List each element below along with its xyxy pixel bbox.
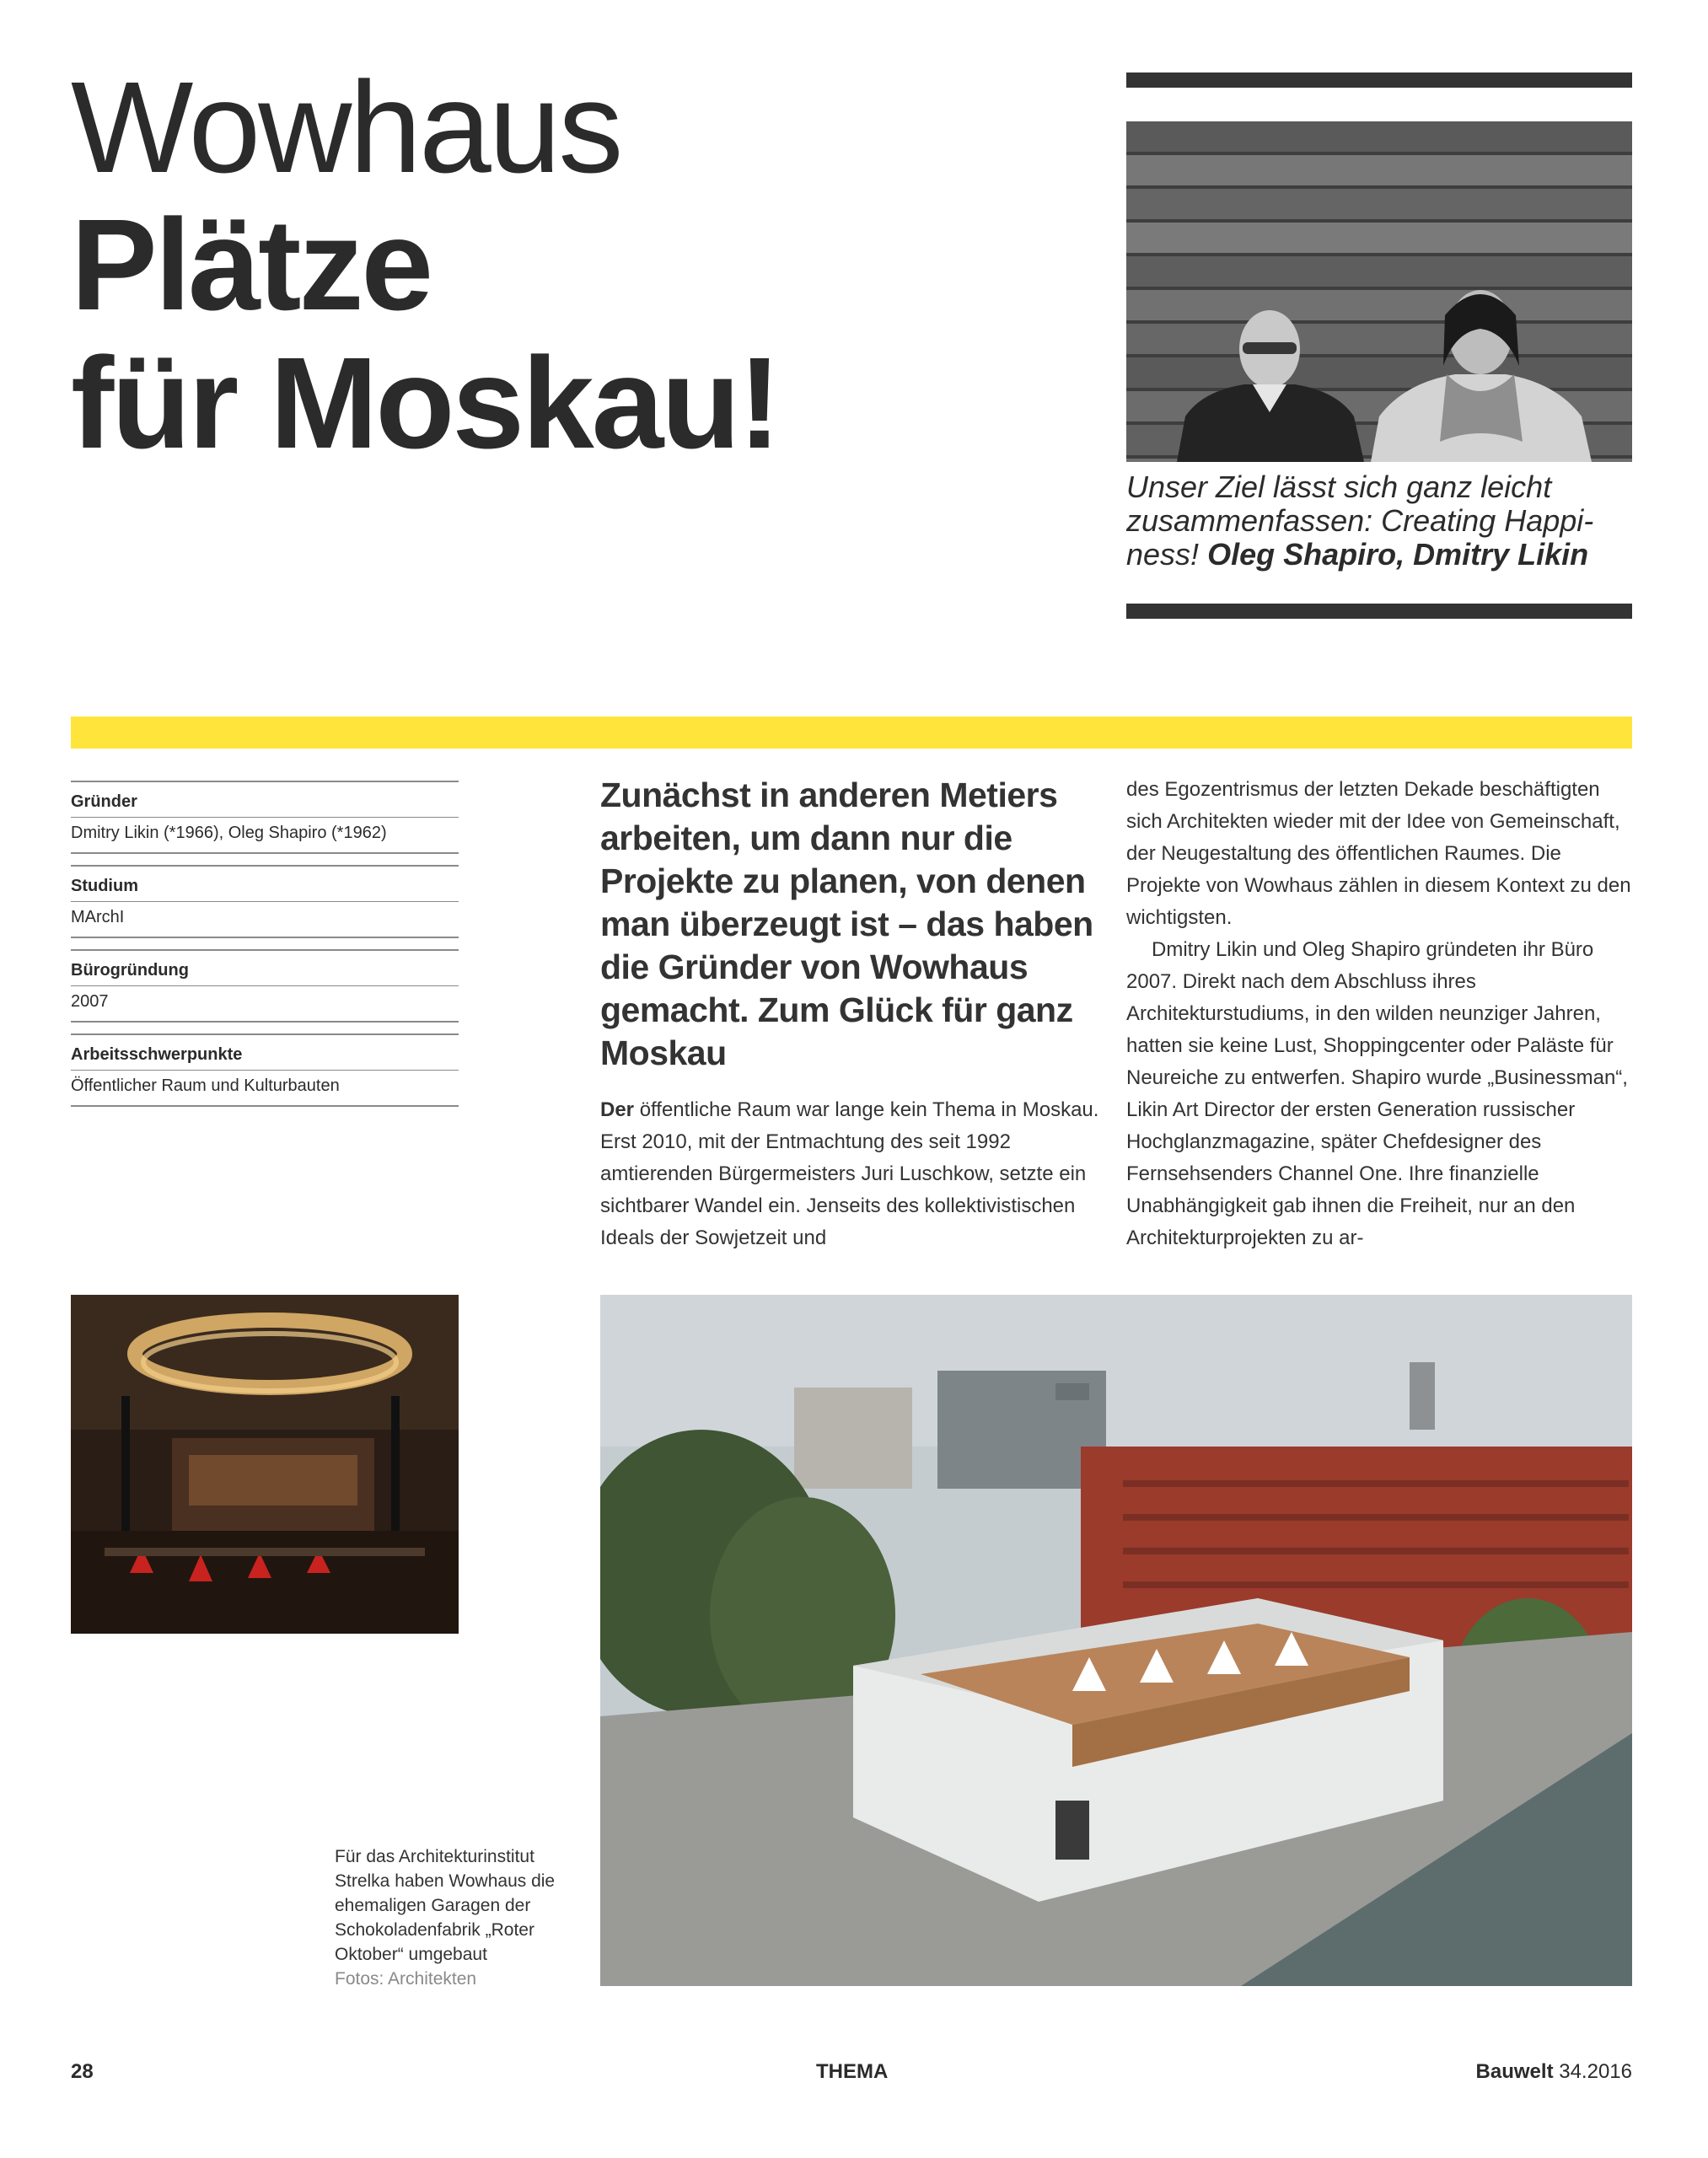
quote-authors: Oleg Shapiro, Dmitry Likin xyxy=(1207,537,1589,572)
fact-value: 2007 xyxy=(71,986,459,1023)
fact-founders xyxy=(71,781,459,854)
caption-text: Für das Architekturinstitut Strelka haben Wowhaus die ehemaligen Garagen der Schokoladenfabrik „Roter Oktober“ umgebaut xyxy=(335,1847,556,1964)
magazine-issue xyxy=(1476,2059,1632,2085)
fact-label: Gründer xyxy=(71,782,459,818)
photo-caption xyxy=(335,1844,579,1991)
exterior-illustration xyxy=(600,1295,1632,1986)
fact-value: Öffentlicher Raum und Kulturbauten xyxy=(71,1071,459,1107)
title-line-3: für Moskau! xyxy=(71,330,779,475)
lead-paragraph: Zunächst in anderen Metiers arbeiten, um dann nur die Projekte zu planen, von denen man überzeugt ist – das haben die Gründer von Wowhaus gemacht. Zum Glück für ganz Moskau xyxy=(600,776,1093,1072)
yellow-divider xyxy=(71,717,1632,749)
magazine-name: Bauwelt xyxy=(1475,2060,1554,2083)
portrait-figures xyxy=(1126,121,1632,462)
strelka-institute-photo xyxy=(600,1295,1632,1986)
issue-number: 34.2016 xyxy=(1559,2060,1632,2083)
photo-credit: Fotos: Architekten xyxy=(335,1969,477,1989)
page-number: 28 xyxy=(71,2060,94,2083)
page-title xyxy=(71,55,1066,475)
fact-label: Studium xyxy=(71,867,459,902)
body-column-2 xyxy=(1126,774,1632,1254)
body-first-word: Der xyxy=(600,1098,635,1121)
pull-quote xyxy=(1126,470,1632,572)
interior-restaurant-photo xyxy=(71,1295,459,1634)
fact-value: Dmitry Likin (*1966), Oleg Shapiro (*1962) xyxy=(71,818,459,854)
body-paragraph-2: des Egozentrismus der letzten Dekade beschäftigten sich Architekten wieder mit der Idee von Gemeinschaft, der Neugestaltung des öffentlichen Raumes. Die Projekte von Wowhaus zählen in diesem Kontext zu den wichtigsten. xyxy=(1126,778,1631,929)
fact-label: Arbeitsschwerpunkte xyxy=(71,1035,459,1071)
body-paragraph-3: Dmitry Likin und Oleg Shapiro gründeten ihr Büro 2007. Direkt nach dem Abschluss ihres Architekturstudiums, in den wilden neunziger Jahren, hatten sie keine Lust, Shoppingcenter oder Paläste für Neureiche zu entwerfen. Shapiro wurde „Businessman“, Likin Art Director der ersten Generation russischer Hochglanzmagazine, später Chefdesigner des Fernsehsenders Channel One. Ihre finanzielle Unabhängigkeit gab ihnen die Freiheit, nur an den Architekturprojekten zu ar- xyxy=(1126,938,1628,1249)
title-line-2: Plätze xyxy=(71,192,432,337)
fact-box xyxy=(71,781,459,1118)
fact-focus xyxy=(71,1033,459,1107)
fact-office-founded xyxy=(71,949,459,1023)
interior-illustration xyxy=(71,1295,459,1634)
quote-text: Unser Ziel lässt sich ganz leicht zusammenfassen: Creating Happiness! xyxy=(1126,470,1594,572)
top-rule xyxy=(1126,72,1632,88)
bottom-rule xyxy=(1126,604,1632,619)
fact-value: MArchI xyxy=(71,902,459,938)
fact-label: Bürogründung xyxy=(71,951,459,986)
title-line-1: Wowhaus xyxy=(71,55,621,200)
body-column-1 xyxy=(600,1094,1106,1254)
body-paragraph-1: öffentliche Raum war lange kein Thema in Moskau. Erst 2010, mit der Entmachtung des seit 1992 amtierenden Bürgermeisters Juri Luschkow, setzte ein sichtbarer Wandel ein. Jenseits des kollektivistischen Ideals der Sowjetzeit und xyxy=(600,1098,1099,1249)
section-label: THEMA xyxy=(816,2060,889,2083)
fact-studies xyxy=(71,865,459,938)
founders-portrait-photo xyxy=(1126,121,1632,462)
